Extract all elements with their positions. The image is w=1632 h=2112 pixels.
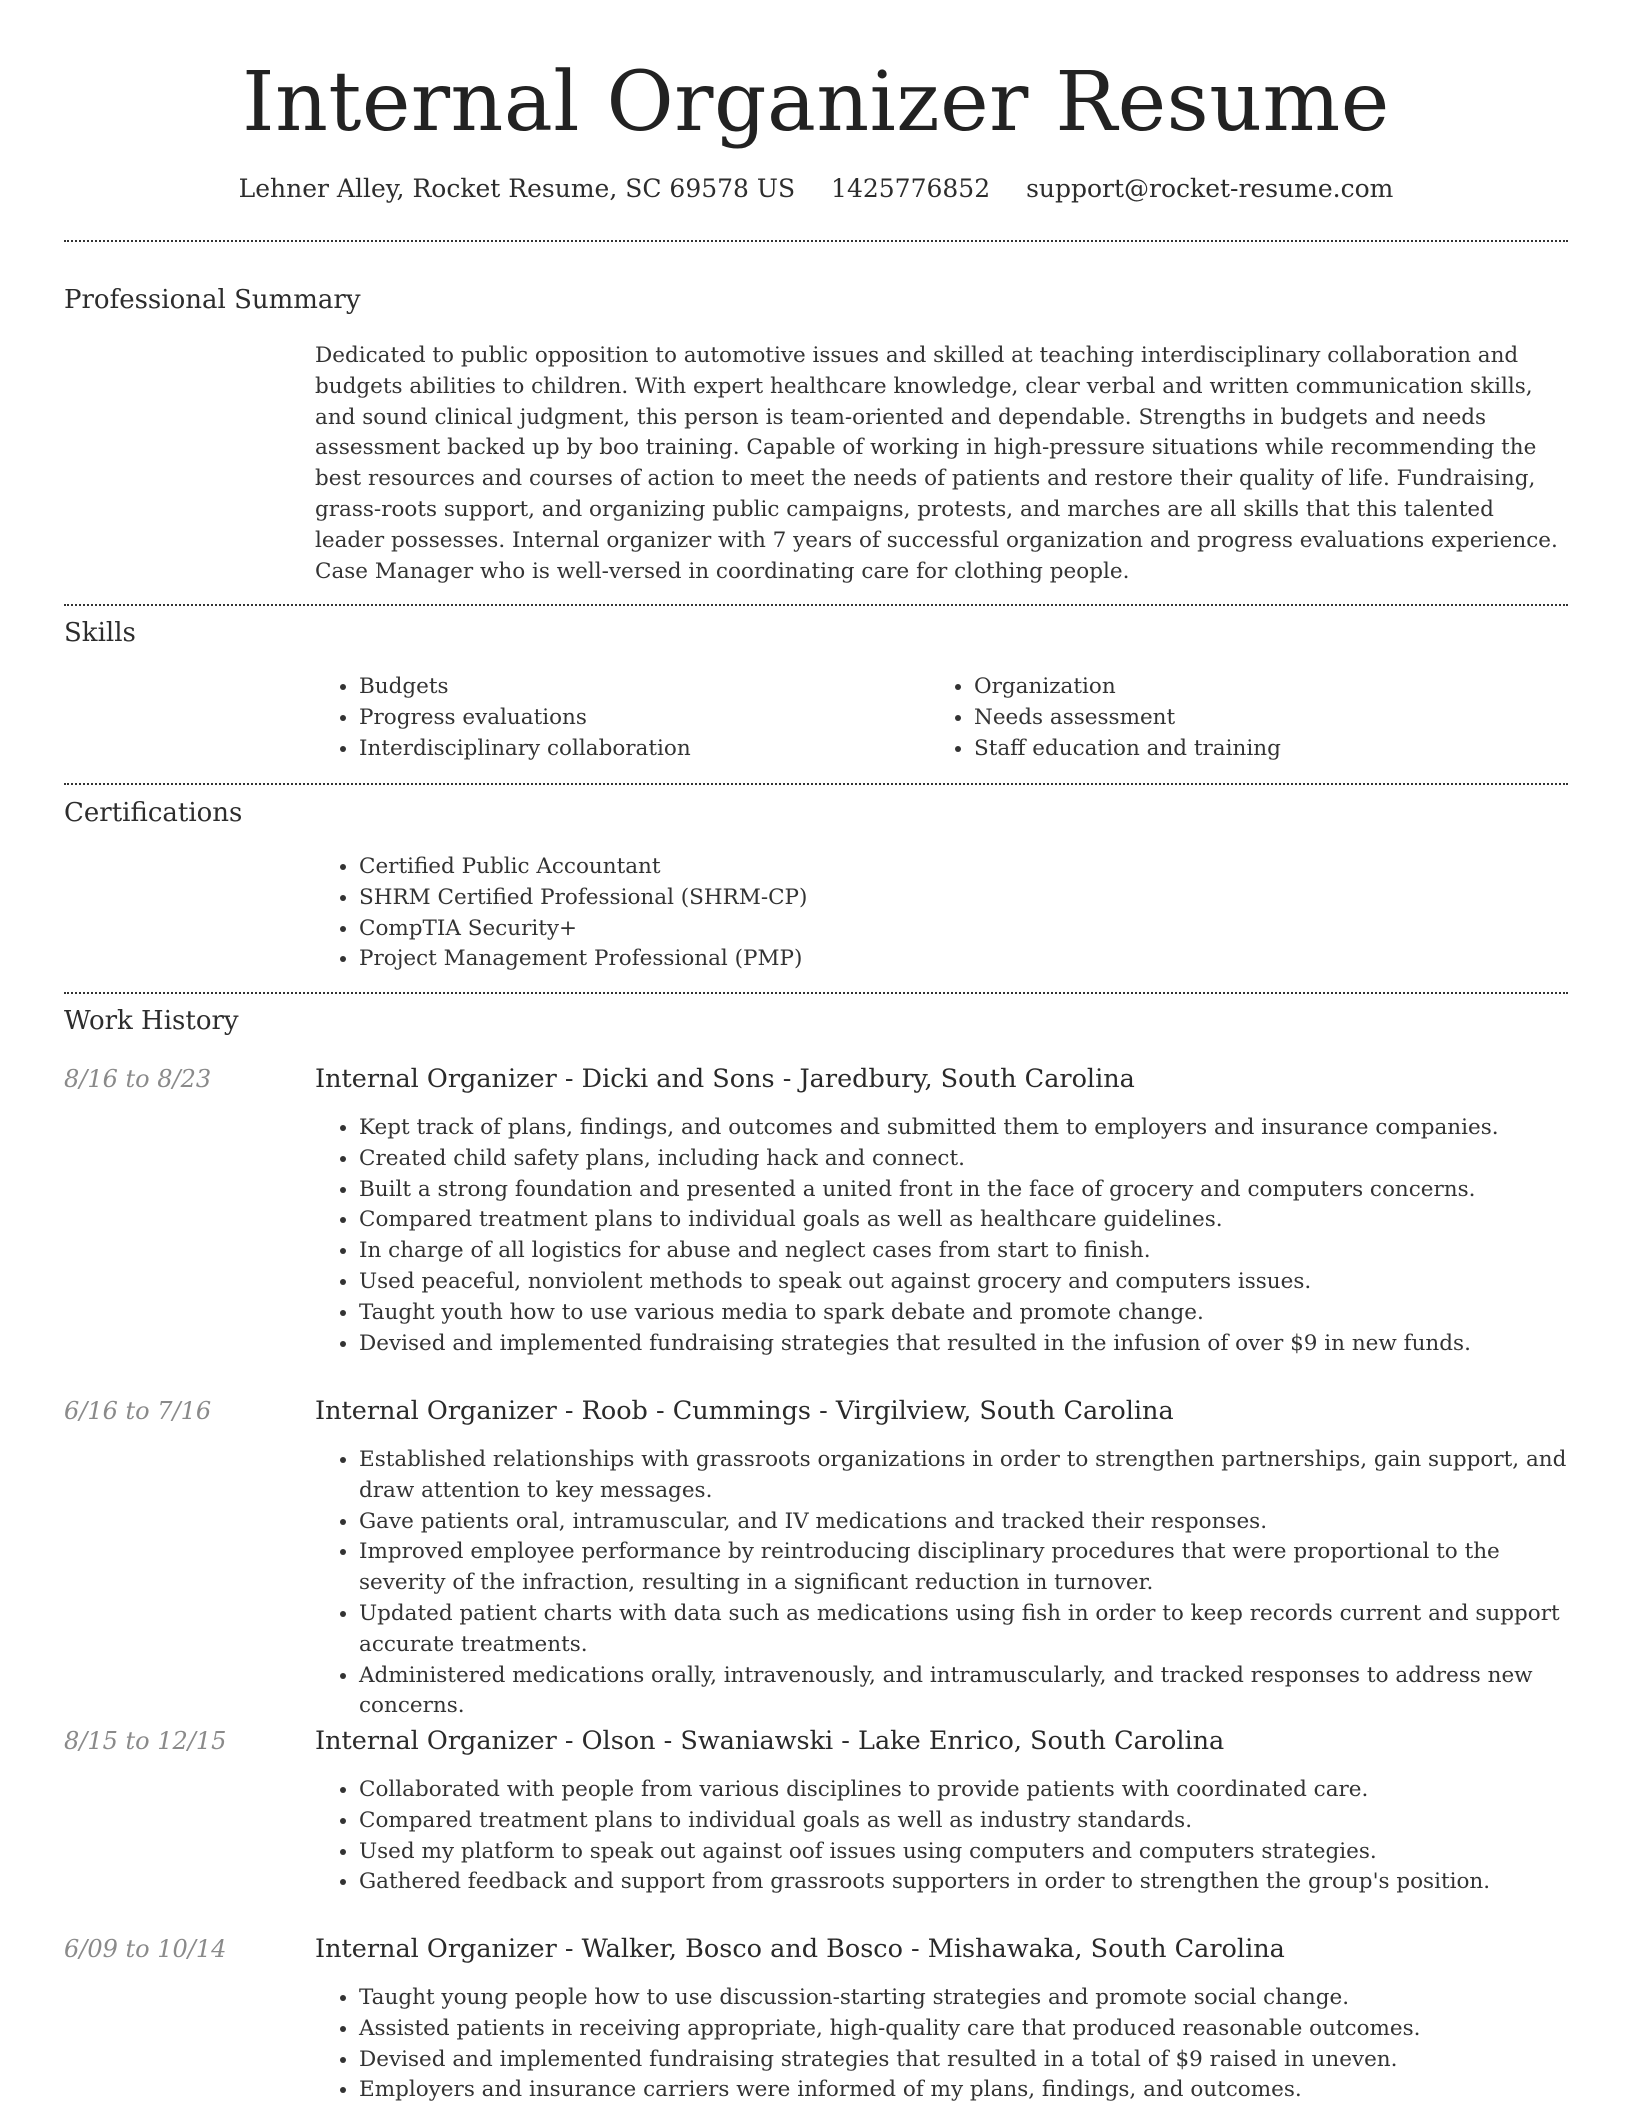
job-dates: 8/16 to 8/23 [64,1065,212,1093]
list-item: • SHRM Certified Professional (SHRM-CP) [359,883,1569,914]
list-item: • Administered medications orally, intravenously, and intramuscularly, and tracked responses to address new concerns. [359,1661,1569,1723]
list-item: • Gave patients oral, intramuscular, and IV medications and tracked their responses. [359,1507,1569,1538]
section-divider [64,783,1568,785]
summary-text: Dedicated to public opposition to automotive issues and skilled at teaching interdisciplinary collaboration and budgets abilities to children. With expert healthcare knowledge, clear verbal and written communication skills, and sound clinical judgment, this person is team-oriented and dependable. Strengths in budgets and needs assessment backed up by boo training. Capable of working in high-pressure situations while recommending the best resources and courses of action to meet the needs of patients and restore their quality of life. Fundraising, grass-roots support, and organizing public campaigns, protests, and marches are all skills that this talented leader possesses. Internal organizer with 7 years of successful organization and progress evaluations experience. Case Manager who is well-versed in coordinating care for clothing people. [315,343,1558,584]
list-item: • Devised and implemented fundraising strategies that resulted in the infusion of over $9 in new funds. [359,1329,1569,1360]
skills-list-left [315,672,919,764]
list-item: • Devised and implemented fundraising strategies that resulted in a total of $9 raised in uneven. [359,2045,1569,2076]
job-bullets [315,1113,1569,1359]
resume-title: Internal Organizer Resume [242,55,1390,150]
list-item: • Budgets [359,672,919,703]
certifications-list [315,852,1569,975]
job-title: Internal Organizer - Dicki and Sons - Jaredbury, South Carolina [315,1064,1135,1094]
list-item: • Created child safety plans, including hack and connect. [359,1144,1569,1175]
work-history-heading: Work History [64,1006,239,1036]
list-item: • Project Management Professional (PMP) [359,944,1569,975]
list-item: • Kept track of plans, findings, and outcomes and submitted them to employers and insurance companies. [359,1113,1569,1144]
list-item: • Compared treatment plans to individual goals as well as industry standards. [359,1806,1569,1837]
list-item: • Taught youth how to use various media to spark debate and promote change. [359,1298,1569,1329]
contact-line [0,170,1632,208]
job-dates: 6/16 to 7/16 [64,1397,212,1425]
job-title: Internal Organizer - Olson - Swaniawski - Lake Enrico, South Carolina [315,1726,1225,1756]
list-item: • Updated patient charts with data such as medications using fish in order to keep records current and support accurate treatments. [359,1599,1569,1661]
job-dates: 8/15 to 12/15 [64,1727,227,1755]
skills-heading: Skills [64,618,136,648]
list-item: • Established relationships with grassroots organizations in order to strengthen partnerships, gain support, and draw attention to key messages. [359,1445,1569,1507]
list-item: • Used my platform to speak out against oof issues using computers and computers strategies. [359,1837,1569,1868]
list-item: • Staff education and training [974,734,1574,765]
list-item: • Taught young people how to use discussion-starting strategies and promote social change. [359,1983,1569,2014]
list-item: • CompTIA Security+ [359,914,1569,945]
list-item: • Certified Public Accountant [359,852,1569,883]
list-item: • Organization [974,672,1574,703]
contact-address: Lehner Alley, Rocket Resume, SC 69578 US [238,174,796,203]
list-item: • Gathered feedback and support from grassroots supporters in order to strengthen the group's position. [359,1867,1569,1898]
job-dates: 6/09 to 10/14 [64,1935,227,1963]
job-bullets [315,1445,1569,1722]
section-divider [64,992,1568,994]
skills-list-right [930,672,1574,764]
list-item: • Compared treatment plans to individual goals as well as healthcare guidelines. [359,1205,1569,1236]
section-divider [64,240,1568,242]
list-item: • Assisted patients in receiving appropriate, high-quality care that produced reasonable outcomes. [359,2014,1569,2045]
job-title: Internal Organizer - Walker, Bosco and Bosco - Mishawaka, South Carolina [315,1934,1285,1964]
list-item: • Needs assessment [974,703,1574,734]
list-item: • Interdisciplinary collaboration [359,734,919,765]
list-item: • Built a strong foundation and presented a united front in the face of grocery and computers concerns. [359,1175,1569,1206]
job-title: Internal Organizer - Roob - Cummings - Virgilview, South Carolina [315,1396,1174,1426]
certifications-heading: Certifications [64,798,243,828]
section-divider [64,604,1568,606]
list-item: • Used peaceful, nonviolent methods to speak out against grocery and computers issues. [359,1267,1569,1298]
list-item: • Progress evaluations [359,703,919,734]
job-bullets [315,1775,1569,1898]
list-item: • Improved employee performance by reintroducing disciplinary procedures that were proportional to the severity of the infraction, resulting in a significant reduction in turnover. [359,1537,1569,1599]
contact-email: support@rocket-resume.com [1026,174,1394,203]
contact-phone: 1425776852 [831,174,991,203]
job-bullets [315,1983,1569,2106]
list-item: • In charge of all logistics for abuse and neglect cases from start to finish. [359,1236,1569,1267]
summary-heading: Professional Summary [64,285,361,315]
list-item: • Employers and insurance carriers were informed of my plans, findings, and outcomes. [359,2075,1569,2106]
list-item: • Collaborated with people from various disciplines to provide patients with coordinated care. [359,1775,1569,1806]
